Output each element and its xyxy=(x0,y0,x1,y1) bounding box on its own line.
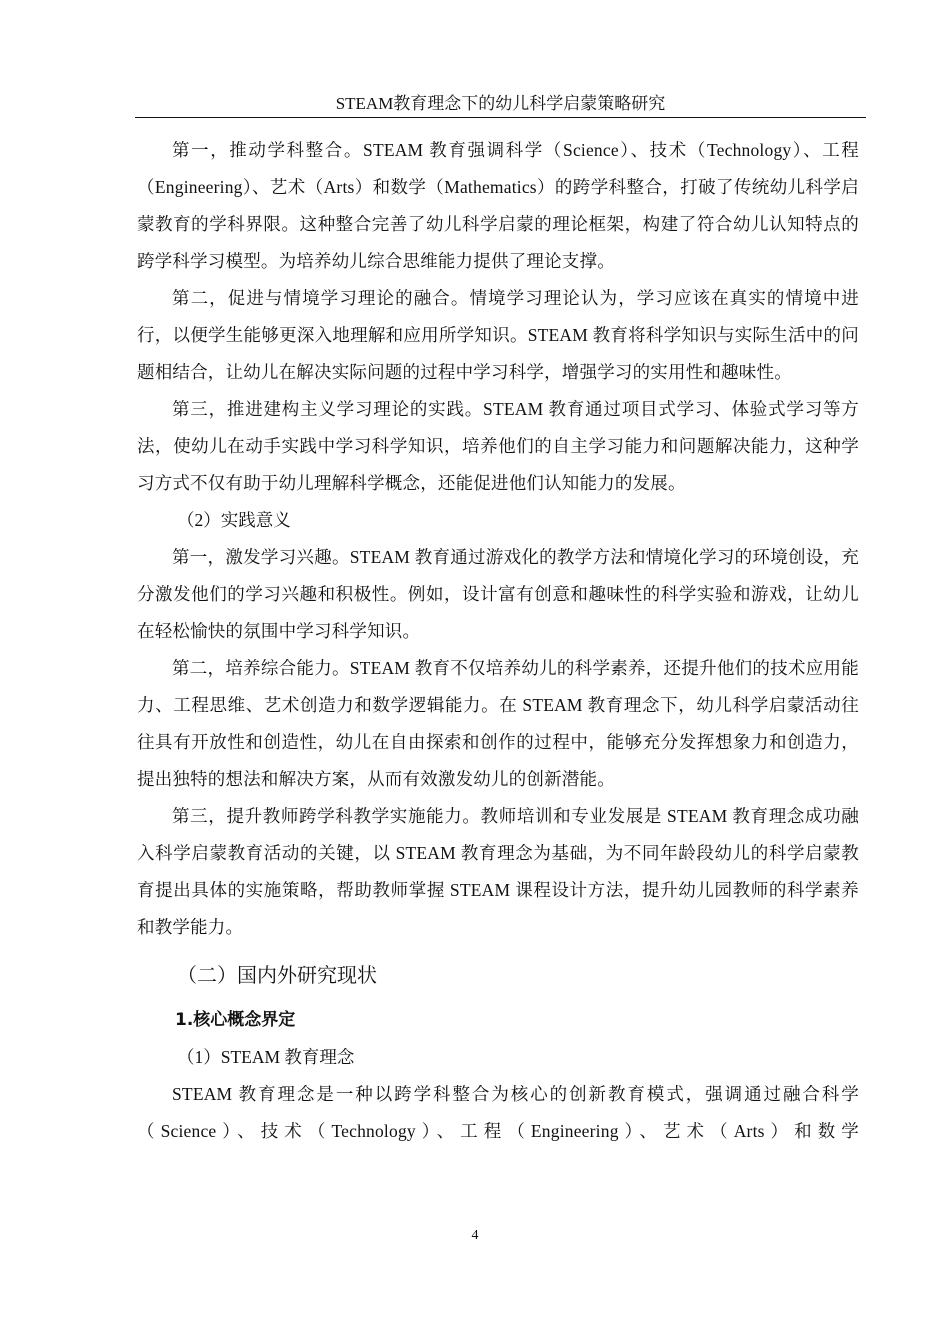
paragraph-theory-3: 第三，推进建构主义学习理论的实践。STEAM 教育通过项目式学习、体验式学习等方法，使幼儿在动手实践中学习科学知识，培养他们的自主学习能力和问题解决能力，这种学习方式不仅有助于幼儿理解科学概念，还能促进他们认知能力的发展。 xyxy=(137,399,859,493)
running-header: STEAM教育理念下的幼儿科学启蒙策略研究 xyxy=(335,94,666,113)
paragraph-practice-2: 第二，培养综合能力。STEAM 教育不仅培养幼儿的科学素养，还提升他们的技术应用能力、工程思维、艺术创造力和数学逻辑能力。在 STEAM 教育理念下，幼儿科学启蒙活动往往具有开放性和创造性，幼儿在自由探索和创作的过程中，能够充分发挥想象力和创造力，提出独特的想法和解决方案，从而有效激发幼儿的创新潜能。 xyxy=(137,658,859,789)
body-text xyxy=(137,132,859,1150)
header-rule xyxy=(135,117,866,118)
paragraph-theory-1: 第一，推动学科整合。STEAM 教育强调科学（Science）、技术（Technology）、工程（Engineering）、艺术（Arts）和数学（Mathematics）的跨学科整合，打破了传统幼儿科学启蒙教育的学科界限。这种整合完善了幼儿科学启蒙的理论框架，构建了符合幼儿认知特点的跨学科学习模型。为培养幼儿综合思维能力提供了理论支撑。 xyxy=(137,140,859,271)
paragraph-theory-2: 第二，促进与情境学习理论的融合。情境学习理论认为，学习应该在真实的情境中进行，以便学生能够更深入地理解和应用所学知识。STEAM 教育将科学知识与实际生活中的问题相结合，让幼儿在解决实际问题的过程中学习科学，增强学习的实用性和趣味性。 xyxy=(137,288,859,382)
paragraph-practice-1: 第一，激发学习兴趣。STEAM 教育通过游戏化的教学方法和情境化学习的环境创设，充分激发他们的学习兴趣和积极性。例如，设计富有创意和趣味性的科学实验和游戏，让幼儿在轻松愉快的氛围中学习科学知识。 xyxy=(137,547,859,641)
paragraph-practice-3: 第三，提升教师跨学科教学实施能力。教师培训和专业发展是 STEAM 教育理念成功融入科学启蒙教育活动的关键，以 STEAM 教育理念为基础，为不同年龄段幼儿的科学启蒙教育提出具体的实施策略，帮助教师掌握 STEAM 课程设计方法，提升幼儿园教师的科学素养和教学能力。 xyxy=(137,806,859,937)
section-heading: （二）国内外研究现状 xyxy=(177,963,377,987)
subsection-heading: 1.核心概念界定 xyxy=(175,1010,296,1030)
paragraph-steam-definition: STEAM 教育理念是一种以跨学科整合为核心的创新教育模式，强调通过融合科学（Science）、技术（Technology）、工程（Engineering）、艺术（Arts）和数学 xyxy=(137,1084,859,1141)
page-number: 4 xyxy=(471,1228,479,1243)
subheading-steam: （1）STEAM 教育理念 xyxy=(177,1047,355,1067)
subheading-practice: （2）实践意义 xyxy=(177,510,291,530)
